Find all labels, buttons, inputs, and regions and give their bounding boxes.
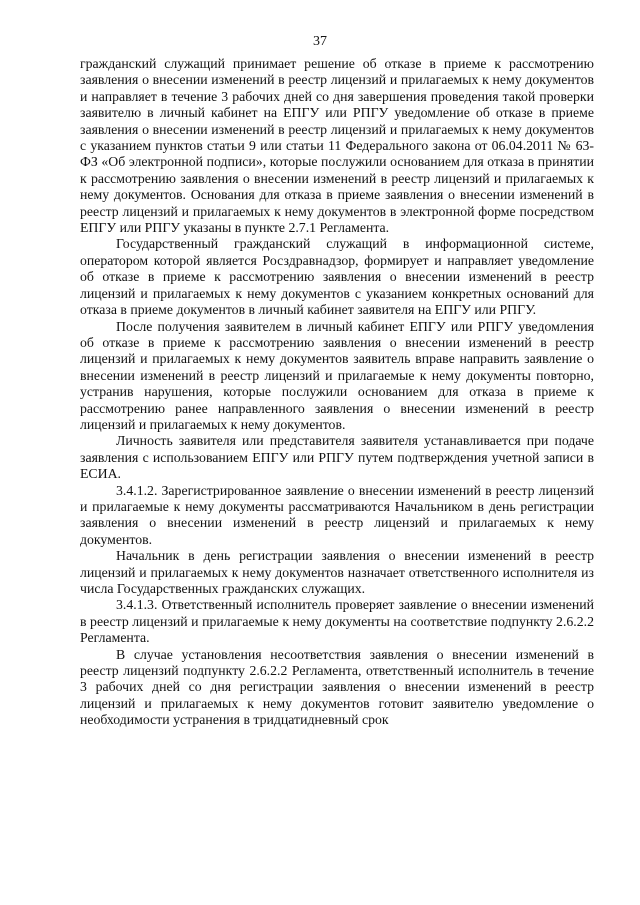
paragraph: В случае установления несоответствия заявления о внесении изменений в реестр лицензий подпункту 2.6.2.2 Регламента, ответственный исполнитель в течение 3 рабочих дней со дня регистрации заявления о внесении изменений в реестр лицензий и прилагаемых к нему документов готовит заявителю уведомление о необходимости устранения в тридцатидневный срок [80,646,594,728]
paragraph: 3.4.1.3. Ответственный исполнитель проверяет заявление о внесении изменений в реестр лицензий и прилагаемые к нему документы на соответствие подпункту 2.6.2.2 Регламента. [80,597,594,646]
paragraph: Начальник в день регистрации заявления о внесении изменений в реестр лицензий и прилагаемых к нему документов назначает ответственного исполнителя из числа Государственных гражданских служащих. [80,548,594,596]
paragraph: Личность заявителя или представителя заявителя устанавливается при подаче заявления с использованием ЕПГУ или РПГУ путем подтверждения учетной записи в ЕСИА. [80,433,594,482]
page-number: 37 [313,34,327,49]
paragraph: 3.4.1.2. Зарегистрированное заявление о внесении изменений в реестр лицензий и прилагаемые к нему документы рассматриваются Начальником в день регистрации заявления о внесении изменений в реестр лицензий и прилагаемых к нему документов. [80,482,594,547]
paragraph: После получения заявителем в личный кабинет ЕПГУ или РПГУ уведомления об отказе в приеме к рассмотрению заявления о внесении изменений в реестр лицензий и прилагаемых к нему документов заявитель вправе направить заявление о внесении изменений в реестр лицензий и прилагаемые к нему документы повторно, устранив нарушения, которые послужили основанием для отказа в приеме к рассмотрению ранее направленного заявления о внесении изменений в реестр лицензий и прилагаемых к нему документов. [80,318,594,432]
paragraph: Государственный гражданский служащий в информационной системе, оператором которой является Росздравнадзор, формирует и направляет уведомление об отказе в приеме к рассмотрению заявления о внесении изменений в реестр лицензий и прилагаемых к нему документов с указанием конкретных оснований для отказа в приеме документов в личный кабинет заявителя на ЕПГУ или РПГУ. [80,236,594,318]
document-body [80,56,594,729]
paragraph-continuation: гражданский служащий принимает решение об отказе в приеме к рассмотрению заявления о внесении изменений в реестр лицензий и прилагаемых к нему документов и направляет в течение 3 рабочих дней со дня завершения проведения такой проверки заявителю в личный кабинет на ЕПГУ или РПГУ уведомление об отказе в приеме заявления о внесении изменений в реестр лицензий и прилагаемых к нему документов с указанием пунктов статьи 9 или статьи 11 Федерального закона от 06.04.2011 № 63-ФЗ «Об электронной подписи», которые послужили основанием для отказа в принятии к рассмотрению заявления о внесении изменений в реестр лицензий и прилагаемых к нему документов. Основания для отказа в приеме заявления о внесении изменений в реестр лицензий и прилагаемых к нему документов в электронной форме посредством ЕПГУ или РПГУ указаны в пункте 2.7.1 Регламента. [80,56,594,236]
